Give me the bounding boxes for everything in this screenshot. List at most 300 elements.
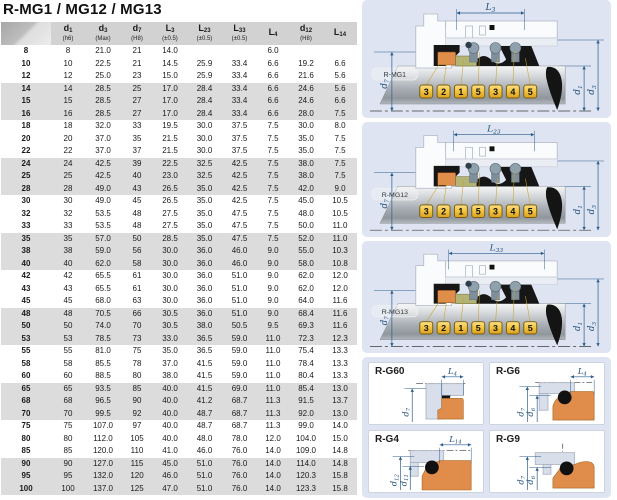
table-cell: 120.0 xyxy=(92,446,114,455)
table-cell: 70 xyxy=(63,408,73,418)
table-cell: 45.0 xyxy=(298,196,314,205)
table-row xyxy=(1,458,357,471)
table-cell: 30.0 xyxy=(162,296,178,305)
table-cell: 7.5 xyxy=(267,208,279,218)
spec-table-wrap xyxy=(1,22,357,495)
table-cell: 20 xyxy=(63,133,73,143)
table-cell: 9.0 xyxy=(267,258,279,268)
table-cell: 23 xyxy=(132,71,142,80)
table-cell: 25 xyxy=(63,171,73,180)
table-cell: 45.0 xyxy=(162,458,178,468)
svg-text:3: 3 xyxy=(423,86,429,98)
table-cell: 42.5 xyxy=(95,171,111,180)
table-cell: 61 xyxy=(132,271,142,280)
right-dim-label-2: $d_3$ xyxy=(587,85,598,95)
left-dim-label: $d_6$ xyxy=(525,407,538,417)
table-cell: 41.5 xyxy=(196,371,213,380)
table-cell: 33 xyxy=(132,121,142,130)
table-cell: 53 xyxy=(21,333,31,343)
table-cell: 51.0 xyxy=(231,296,248,305)
table-cell: 14.5 xyxy=(162,58,178,68)
table-cell: 78.5 xyxy=(95,333,111,343)
table-cell: 26.5 xyxy=(162,196,178,205)
table-cell: 137.0 xyxy=(92,483,114,493)
table-row xyxy=(1,95,357,108)
table-cell: 22.5 xyxy=(162,158,178,168)
table-cell: 75 xyxy=(21,421,31,430)
table-cell: 50 xyxy=(132,233,142,243)
housing-bar xyxy=(446,261,558,277)
table-cell: 60 xyxy=(63,371,73,380)
seal-diagram-R-MG1 xyxy=(362,0,611,118)
svg-text:1: 1 xyxy=(458,323,464,334)
table-cell: 48.7 xyxy=(196,421,213,430)
table-row xyxy=(1,220,357,233)
svg-text:1: 1 xyxy=(458,86,464,98)
left-dim-label: $d_7$ xyxy=(379,199,391,209)
table-cell: 73 xyxy=(132,333,142,343)
svg-text:5: 5 xyxy=(527,323,533,334)
left-dim-label: $d_7$ xyxy=(515,475,528,485)
table-cell xyxy=(289,45,323,58)
table-cell: 69.3 xyxy=(298,321,314,330)
table-cell: 48.7 xyxy=(196,408,213,418)
table-cell: 37.0 xyxy=(95,133,111,143)
table-row xyxy=(1,383,357,396)
column-header: L3 (±0.5) xyxy=(153,22,187,45)
table-row xyxy=(1,295,357,308)
table-cell: 47.5 xyxy=(231,208,248,218)
table-cell: 47.5 xyxy=(231,221,248,230)
table-cell: 32.5 xyxy=(196,158,213,168)
table-cell: 91.5 xyxy=(298,396,314,405)
table-cell: 28 xyxy=(63,183,73,193)
table-cell: 38.0 xyxy=(298,158,314,168)
table-cell: 11.0 xyxy=(332,233,348,243)
table-cell: 35.0 xyxy=(196,221,213,230)
table-cell: 16 xyxy=(21,108,31,118)
table-cell: 80 xyxy=(63,433,73,443)
table-row xyxy=(1,158,357,171)
table-cell: 120.3 xyxy=(295,471,317,480)
table-cell: 10 xyxy=(63,58,73,68)
table-cell: 49.0 xyxy=(95,183,111,193)
table-cell: 36.5 xyxy=(196,346,213,355)
table-cell: 32.0 xyxy=(95,121,111,130)
table-cell: 5.6 xyxy=(334,83,346,93)
table-cell: 7.5 xyxy=(267,171,279,180)
table-cell: 35 xyxy=(132,133,142,143)
table-cell: 6.6 xyxy=(334,58,346,68)
table-cell: 7.5 xyxy=(267,183,279,193)
table-cell: 23.0 xyxy=(162,171,178,180)
housing-bar xyxy=(446,142,558,159)
table-cell: 24.6 xyxy=(298,83,314,93)
table-row xyxy=(1,483,357,496)
table-cell: 6.6 xyxy=(267,71,279,80)
seal-section-r-mg13 xyxy=(362,241,611,353)
table-cell: 20 xyxy=(21,133,31,143)
table-cell: 14.0 xyxy=(265,471,281,480)
table-cell: 7.5 xyxy=(334,146,346,155)
table-cell: 25 xyxy=(132,83,142,93)
table-cell: 15.0 xyxy=(332,433,348,443)
table-cell: 50 xyxy=(21,321,31,330)
table-cell: 123.3 xyxy=(295,483,317,493)
table-cell: 6.6 xyxy=(267,83,279,93)
table-cell: 14.8 xyxy=(332,458,348,468)
table-cell: 58 xyxy=(21,358,31,368)
table-cell: 9.0 xyxy=(267,246,279,255)
table-cell xyxy=(323,45,357,58)
table-cell: 35.0 xyxy=(298,146,314,155)
table-cell: 46.0 xyxy=(231,246,248,255)
table-cell: 14 xyxy=(21,83,31,93)
table-cell: 36.0 xyxy=(196,258,213,268)
table-cell: 45 xyxy=(132,196,142,205)
table-cell: 58.0 xyxy=(298,258,314,268)
table-cell: 68.4 xyxy=(298,308,314,318)
table-cell: 51.0 xyxy=(196,483,213,493)
table-row xyxy=(1,120,357,133)
table-cell: 120 xyxy=(130,471,144,480)
top-dim-label: $L_{14}$ xyxy=(449,433,462,446)
table-cell: 18 xyxy=(63,121,73,130)
table-cell: 30.0 xyxy=(162,271,178,280)
table-cell: 26.5 xyxy=(162,183,178,193)
table-cell: 125 xyxy=(130,483,144,493)
table-cell: 76.0 xyxy=(231,446,248,455)
table-row xyxy=(1,108,357,121)
table-cell: 75 xyxy=(132,346,142,355)
table-cell: 10.5 xyxy=(332,208,348,218)
seal-diagram-R-MG13 xyxy=(362,241,611,353)
table-cell: 32 xyxy=(21,208,31,218)
seat-panel-label: R-G60 xyxy=(375,366,405,377)
right-dim-label-1: $d_1$ xyxy=(573,205,584,215)
table-cell: 49.0 xyxy=(95,196,111,205)
table-cell: 35.0 xyxy=(196,196,213,205)
table-cell: 68.7 xyxy=(231,396,248,405)
table-cell: 104.0 xyxy=(295,433,317,443)
table-cell: 85.4 xyxy=(298,383,314,393)
column-header: L14 xyxy=(323,22,357,45)
table-cell: 11.3 xyxy=(265,421,281,430)
spec-table-header xyxy=(1,22,357,45)
table-row xyxy=(1,70,357,83)
table-cell: 40.0 xyxy=(162,421,178,430)
table-cell: 51.0 xyxy=(231,271,248,280)
table-cell: 15.0 xyxy=(162,71,178,80)
seat-panel-label: R-G9 xyxy=(496,434,520,445)
table-cell: 6.6 xyxy=(267,58,279,68)
table-cell: 12.3 xyxy=(332,333,348,343)
table-cell: 14 xyxy=(63,83,73,93)
table-cell: 62.0 xyxy=(298,271,314,280)
seat-panel-r-g6 xyxy=(489,362,605,425)
table-cell: 42.5 xyxy=(231,158,248,168)
table-cell: 7.5 xyxy=(267,233,279,243)
table-cell: 58 xyxy=(132,258,142,268)
table-cell: 90 xyxy=(63,458,73,468)
table-cell: 13.3 xyxy=(332,358,348,368)
table-cell: 70.5 xyxy=(95,308,111,318)
table-row xyxy=(1,83,357,96)
right-dim-label-2: $d_3$ xyxy=(586,205,598,215)
seat-panel-r-g4 xyxy=(368,430,484,493)
svg-text:1: 1 xyxy=(458,206,464,217)
table-row xyxy=(1,308,357,321)
table-cell: 90 xyxy=(21,458,31,468)
table-cell: 48 xyxy=(63,308,73,318)
table-cell: 45 xyxy=(63,296,73,305)
table-cell: 65.5 xyxy=(95,283,111,293)
left-dim-label: $d_6$ xyxy=(525,475,538,485)
table-cell: 11.0 xyxy=(265,371,281,380)
model-label: R-MG13 xyxy=(381,309,409,317)
table-row xyxy=(1,320,357,333)
table-cell: 53 xyxy=(63,333,73,343)
table-cell: 28.0 xyxy=(298,108,314,118)
table-cell: 37.0 xyxy=(162,358,178,368)
table-cell: 68.7 xyxy=(231,421,248,430)
table-cell: 60 xyxy=(21,371,31,380)
table-cell: 16 xyxy=(63,108,73,118)
table-cell: 9.0 xyxy=(267,271,279,280)
table-cell: 132.0 xyxy=(92,471,114,480)
table-cell: 85.5 xyxy=(95,358,111,368)
table-cell: 33 xyxy=(63,221,73,230)
table-cell: 42.5 xyxy=(231,196,248,205)
table-cell: 11.0 xyxy=(265,346,281,355)
table-cell: 59.0 xyxy=(231,358,248,368)
table-cell: 76.0 xyxy=(231,471,248,480)
table-cell: 76.0 xyxy=(231,483,248,493)
table-cell: 11.0 xyxy=(332,221,348,230)
table-row xyxy=(1,333,357,346)
table-cell: 127.0 xyxy=(92,458,114,468)
table-cell: 105 xyxy=(130,433,144,443)
table-cell: 38.0 xyxy=(298,171,314,180)
table-cell: 13.3 xyxy=(332,371,348,380)
table-cell: 78 xyxy=(132,358,142,368)
table-cell: 11.6 xyxy=(332,296,348,305)
table-cell: 90 xyxy=(132,396,142,405)
table-cell: 7.5 xyxy=(334,108,346,118)
svg-text:4: 4 xyxy=(510,86,516,98)
table-cell: 41.0 xyxy=(162,446,178,455)
table-cell: 15.8 xyxy=(332,471,348,480)
table-cell: 35 xyxy=(21,233,31,243)
table-cell: 92 xyxy=(132,408,142,418)
table-cell: 28 xyxy=(21,183,31,193)
seat-detail-grid xyxy=(362,357,611,498)
right-dim-label-1: $d_1$ xyxy=(573,85,584,95)
table-cell: 35.0 xyxy=(196,233,213,243)
table-cell: 36.0 xyxy=(196,296,213,305)
column-header: d7 (H8) xyxy=(121,22,153,45)
column-header: d1 (h6) xyxy=(51,22,85,45)
table-cell: 95 xyxy=(21,471,31,480)
table-cell: 100 xyxy=(61,483,75,493)
table-cell: 99.0 xyxy=(298,421,314,430)
table-cell: 85 xyxy=(63,446,73,455)
table-cell: 75 xyxy=(63,421,73,430)
table-cell: 48 xyxy=(132,221,142,230)
table-cell: 15 xyxy=(63,96,73,105)
svg-text:4: 4 xyxy=(510,206,516,217)
table-cell: 33 xyxy=(21,221,31,230)
table-cell: 75.4 xyxy=(298,346,314,355)
table-cell: 36.5 xyxy=(196,333,213,343)
table-cell: 32 xyxy=(63,208,73,218)
table-cell: 37.0 xyxy=(95,146,111,155)
table-cell: 41.5 xyxy=(196,383,213,393)
table-cell: 28.4 xyxy=(196,108,213,118)
table-cell: 11.3 xyxy=(265,408,281,418)
table-cell: 38 xyxy=(63,246,73,255)
table-cell: 35.0 xyxy=(162,346,178,355)
table-row xyxy=(1,408,357,421)
table-cell: 88.5 xyxy=(95,371,111,380)
table-cell: 30.0 xyxy=(196,133,213,143)
table-cell: 24.6 xyxy=(298,96,314,105)
housing-bar xyxy=(446,21,558,38)
seat-detail-section xyxy=(362,357,611,498)
table-cell: 59.0 xyxy=(95,246,111,255)
table-cell: 21.5 xyxy=(162,146,178,155)
column-header: d3 (Max) xyxy=(85,22,121,45)
seal-section-r-mg12 xyxy=(362,122,611,237)
left-dim-label: $d_7$ xyxy=(379,79,391,89)
table-row xyxy=(1,208,357,221)
svg-text:3: 3 xyxy=(423,206,429,217)
table-cell: 36.0 xyxy=(196,246,213,255)
page-title: R-MG1 / MG12 / MG13 xyxy=(3,1,162,18)
table-cell: 39 xyxy=(132,158,142,168)
table-cell: 70 xyxy=(21,408,31,418)
table-cell: 8.0 xyxy=(334,121,346,130)
table-cell: 53.5 xyxy=(95,208,111,218)
table-row xyxy=(1,133,357,146)
table-cell: 7.5 xyxy=(267,121,279,130)
table-cell: 6.6 xyxy=(334,96,346,105)
table-cell: 47.5 xyxy=(231,233,248,243)
table-cell: 30.5 xyxy=(162,308,178,318)
table-cell: 25.0 xyxy=(95,71,111,80)
springs xyxy=(465,42,520,62)
table-cell: 80 xyxy=(132,371,142,380)
table-cell: 40.0 xyxy=(162,383,178,393)
table-cell: 36.0 xyxy=(196,308,213,318)
table-cell: 18 xyxy=(21,121,31,130)
springs xyxy=(465,281,520,300)
table-cell: 51.0 xyxy=(231,308,248,318)
table-cell: 24 xyxy=(21,158,31,168)
table-cell: 10 xyxy=(21,58,31,68)
table-cell: 6.6 xyxy=(267,108,279,118)
table-cell: 30.0 xyxy=(196,121,213,130)
table-cell: 35.0 xyxy=(196,208,213,218)
column-header xyxy=(1,22,51,45)
table-cell: 13.7 xyxy=(332,396,348,405)
top-dim-label: $L_4$ xyxy=(448,365,458,378)
length-dim-label: $L_{33}$ xyxy=(489,243,504,255)
table-cell: 27 xyxy=(132,96,142,105)
table-cell: 9.0 xyxy=(267,308,279,318)
table-cell: 7.5 xyxy=(334,171,346,180)
table-cell: 27.5 xyxy=(162,208,178,218)
table-cell: 59.0 xyxy=(231,333,248,343)
left-dim-label: $d_7$ xyxy=(400,407,413,417)
table-cell: 50.0 xyxy=(298,221,314,230)
table-cell: 28.4 xyxy=(196,83,213,93)
table-cell: 40.0 xyxy=(162,433,178,443)
table-cell: 19.2 xyxy=(298,58,314,68)
table-cell: 33.0 xyxy=(162,333,178,343)
table-cell: 28.4 xyxy=(196,96,213,105)
column-header: L4 xyxy=(257,22,289,45)
table-cell: 14.0 xyxy=(265,483,281,493)
column-header: L23 (±0.5) xyxy=(187,22,222,45)
table-cell: 14.0 xyxy=(162,46,178,55)
table-cell: 17.0 xyxy=(162,83,178,93)
table-row xyxy=(1,145,357,158)
table-row xyxy=(1,58,357,71)
table-cell: 32.5 xyxy=(196,171,213,180)
table-cell: 46.0 xyxy=(231,258,248,268)
table-cell: 96.5 xyxy=(95,396,111,405)
table-cell: 24 xyxy=(63,158,73,168)
table-cell: 57.0 xyxy=(95,233,111,243)
length-dim-label: $L_{23}$ xyxy=(487,124,501,136)
table-cell: 50 xyxy=(63,321,73,330)
spec-table xyxy=(1,22,357,495)
table-cell: 33.4 xyxy=(231,108,248,118)
svg-text:3: 3 xyxy=(493,86,499,98)
table-cell: 14.0 xyxy=(265,446,281,455)
table-row xyxy=(1,45,357,58)
table-cell: 11.6 xyxy=(332,321,348,330)
table-row xyxy=(1,445,357,458)
table-cell: 30 xyxy=(21,196,31,205)
svg-text:2: 2 xyxy=(441,323,447,334)
table-cell: 35.0 xyxy=(196,183,213,193)
table-cell: 33.4 xyxy=(231,83,248,93)
table-cell: 17.0 xyxy=(162,96,178,105)
table-row xyxy=(1,283,357,296)
table-cell: 13.3 xyxy=(332,346,348,355)
table-cell: 55.0 xyxy=(298,246,314,255)
table-cell: 30 xyxy=(63,196,73,205)
right-dim-label-1: $d_1$ xyxy=(572,321,584,331)
table-cell: 78.0 xyxy=(231,433,248,443)
table-cell: 45 xyxy=(21,296,31,305)
table-cell: 9.0 xyxy=(334,183,346,193)
table-cell: 36.0 xyxy=(196,283,213,293)
table-cell: 38.0 xyxy=(162,371,178,380)
table-cell: 85 xyxy=(21,446,31,455)
seal-diagram-R-MG12 xyxy=(362,122,611,237)
table-cell: 58 xyxy=(63,358,73,368)
table-cell: 9.0 xyxy=(267,283,279,293)
seat-panel-r-g60 xyxy=(368,362,484,425)
length-dim-label: $L_3$ xyxy=(485,2,496,14)
table-cell: 56 xyxy=(132,246,142,255)
table-cell: 92.0 xyxy=(298,408,314,418)
svg-text:4: 4 xyxy=(510,323,516,334)
table-cell: 68.0 xyxy=(95,296,111,305)
